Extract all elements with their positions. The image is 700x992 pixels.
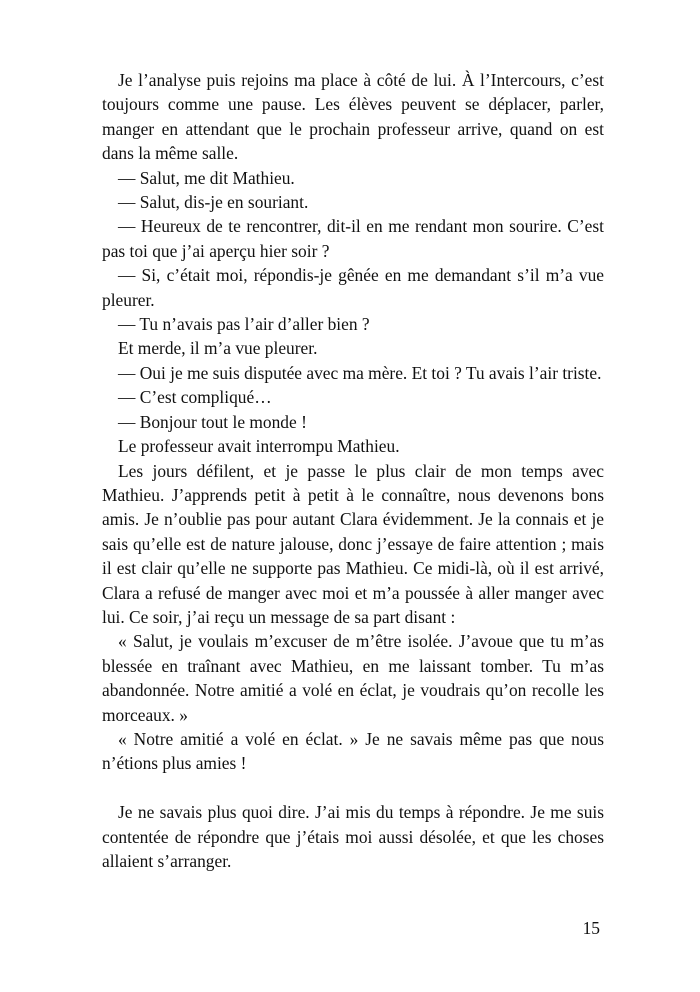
paragraph-12: Les jours défilent, et je passe le plus clair de mon temps avec Mathieu. J’apprends petit à petit à le connaître, nous devenons bons amis. Je n’oublie pas pour autant Clara évidemment. Je la connais et je sais qu’elle est de nature jalouse, donc j’essaye de faire attention ; mais il est clair qu’elle ne supporte pas Mathieu. Ce midi-là, où il est arrivé, Clara a refusé de manger avec moi et m’a poussée à aller manger avec lui. Ce soir, j’ai reçu un message de sa part disant : bbox=[102, 460, 604, 627]
page-number: 15 bbox=[582, 918, 600, 938]
paragraph-7: Et merde, il m’a vue pleurer. bbox=[118, 338, 318, 359]
paragraph-1: Je l’analyse puis rejoins ma place à côté de lui. À l’Intercours, c’est toujours comme une pause. Les élèves peuvent se déplacer, parler, manger en attendant que le prochain professeur arrive, quand on est dans la même salle. bbox=[102, 70, 604, 164]
paragraph-6: — Tu n’avais pas l’air d’aller bien ? bbox=[118, 314, 370, 335]
paragraph-8: — Oui je me suis disputée avec ma mère. Et toi ? Tu avais l’air triste. bbox=[118, 362, 602, 383]
paragraph-11: Le professeur avait interrompu Mathieu. bbox=[118, 436, 400, 457]
paragraph-10: — Bonjour tout le monde ! bbox=[118, 411, 307, 432]
paragraph-15: Je ne savais plus quoi dire. J’ai mis du temps à répondre. Je me suis contentée de répondre que j’étais moi aussi désolée, et que les choses allaient s’arranger. bbox=[102, 802, 604, 871]
paragraph-3: — Salut, dis-je en souriant. bbox=[118, 192, 309, 213]
paragraph-9: — C’est compliqué… bbox=[118, 387, 272, 408]
paragraph-14: « Notre amitié a volé en éclat. » Je ne savais même pas que nous n’étions plus amies ! bbox=[102, 728, 604, 774]
paragraph-5: — Si, c’était moi, répondis-je gênée en me demandant s’il m’a vue pleurer. bbox=[102, 265, 604, 310]
paragraph-13: « Salut, je voulais m’excuser de m’être isolée. J’avoue que tu m’as blessée en traînant avec Mathieu, en me laissant tomber. Tu m’as abandonnée. Notre amitié a volé en éclat, je voudrais qu’on recolle les morceaux. » bbox=[102, 631, 604, 725]
paragraph-4: — Heureux de te rencontrer, dit-il en me rendant mon sourire. C’est pas toi que j’ai aperçu hier soir ? bbox=[102, 216, 604, 261]
page-body-text bbox=[102, 68, 604, 873]
paragraph-2: — Salut, me dit Mathieu. bbox=[118, 167, 295, 188]
